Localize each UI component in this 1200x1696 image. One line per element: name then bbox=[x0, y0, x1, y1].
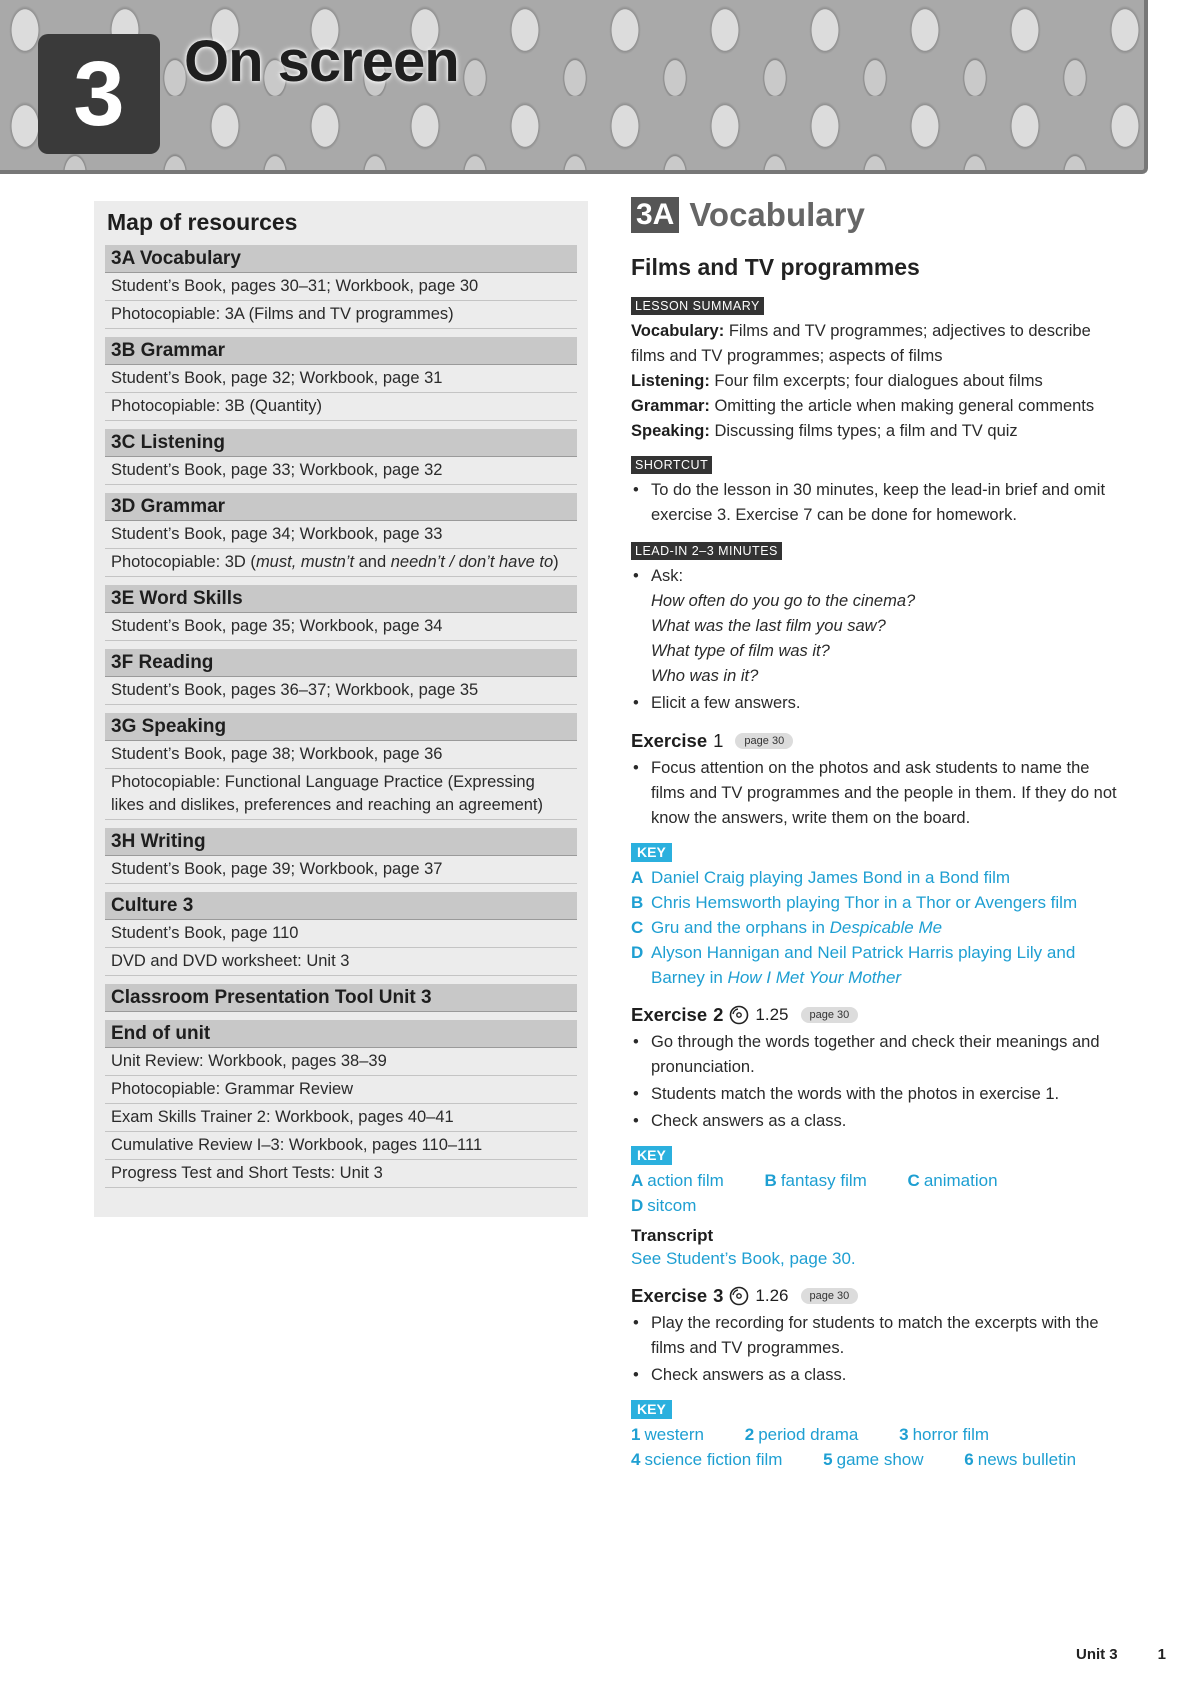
map-row: Student’s Book, page 34; Workbook, page 33 bbox=[105, 521, 577, 549]
leadin-question: How often do you go to the cinema? bbox=[651, 592, 916, 610]
exercise-1-heading bbox=[631, 730, 1127, 752]
row-text: Photocopiable: 3D ( bbox=[111, 553, 256, 571]
map-row: Student’s Book, page 39; Workbook, page 37 bbox=[105, 856, 577, 884]
map-section bbox=[105, 493, 577, 577]
key-item bbox=[908, 1171, 1016, 1190]
map-row: Photocopiable: Functional Language Practice (Expressing likes and dislikes, preferences and reaching an agreement) bbox=[105, 769, 577, 820]
leadin-question: Who was in it? bbox=[651, 667, 759, 685]
key-text: sitcom bbox=[647, 1196, 697, 1215]
leadin-ask-item bbox=[631, 564, 1127, 689]
leadin-list bbox=[631, 564, 1127, 716]
step-item: • Check answers as a class. bbox=[631, 1109, 1127, 1134]
key-letter: B bbox=[764, 1171, 777, 1190]
exercise-2-key bbox=[631, 1168, 1127, 1218]
leadin-question: What was the last film you saw? bbox=[651, 617, 886, 635]
key-text: animation bbox=[923, 1171, 998, 1190]
unit-banner bbox=[0, 0, 1148, 174]
key-item bbox=[765, 1171, 885, 1190]
audio-track: 1.26 bbox=[755, 1286, 789, 1305]
key-text: news bulletin bbox=[977, 1450, 1077, 1469]
map-section bbox=[105, 892, 577, 976]
exercise-label: Exercise bbox=[631, 730, 708, 751]
step-item: • Go through the words together and check their meanings and pronunciation. bbox=[631, 1030, 1127, 1080]
transcript-text: See Student’s Book, page 30. bbox=[631, 1249, 856, 1268]
key-tag: KEY bbox=[631, 843, 672, 862]
lesson-column bbox=[631, 196, 1127, 1472]
key-letter: C bbox=[631, 918, 644, 937]
leadin-question: What type of film was it? bbox=[651, 642, 830, 660]
exercise-number: 1 bbox=[713, 730, 724, 751]
summary-text: Films and TV programmes; adjectives to describe films and TV programmes; aspects of films bbox=[631, 322, 1091, 365]
exercise-label: Exercise bbox=[631, 1004, 708, 1025]
key-item bbox=[631, 940, 1127, 990]
key-item bbox=[631, 1171, 742, 1190]
lesson-summary-tag: LESSON SUMMARY bbox=[631, 297, 764, 315]
exercise-2-steps bbox=[631, 1030, 1127, 1134]
key-italic-title: Despicable Me bbox=[829, 918, 943, 937]
page-footer bbox=[1036, 1646, 1166, 1663]
map-section-heading: 3H Writing bbox=[105, 828, 577, 856]
key-tag: KEY bbox=[631, 1400, 672, 1419]
key-text: Gru and the orphans in bbox=[651, 918, 830, 937]
key-number: 1 bbox=[631, 1425, 641, 1444]
key-text: Chris Hemsworth playing Thor in a Thor or Avengers film bbox=[651, 893, 1078, 912]
map-row: Student’s Book, page 32; Workbook, page 31 bbox=[105, 365, 577, 393]
summary-text: Four film excerpts; four dialogues about films bbox=[709, 372, 1043, 390]
page-reference-pill: page 30 bbox=[801, 1007, 859, 1023]
map-section-heading: Classroom Presentation Tool Unit 3 bbox=[105, 984, 577, 1012]
exercise-number: 3 bbox=[713, 1285, 724, 1306]
step-item: • Check answers as a class. bbox=[631, 1363, 1127, 1388]
map-row: Cumulative Review I–3: Workbook, pages 110–111 bbox=[105, 1132, 577, 1160]
map-row: Student’s Book, pages 30–31; Workbook, page 30 bbox=[105, 273, 577, 301]
map-section bbox=[105, 984, 577, 1012]
exercise-3-heading bbox=[631, 1285, 1127, 1307]
map-section-heading: 3A Vocabulary bbox=[105, 245, 577, 273]
map-section bbox=[105, 713, 577, 820]
summary-line bbox=[631, 369, 1127, 394]
step-item: • Play the recording for students to match the excerpts with the films and TV programmes. bbox=[631, 1311, 1127, 1361]
key-number: 4 bbox=[631, 1450, 641, 1469]
key-text: fantasy film bbox=[780, 1171, 867, 1190]
summary-label: Vocabulary: bbox=[631, 322, 725, 340]
key-item bbox=[631, 865, 1127, 890]
map-row: Progress Test and Short Tests: Unit 3 bbox=[105, 1160, 577, 1188]
audio-cd-icon bbox=[729, 1286, 749, 1306]
summary-label: Speaking: bbox=[631, 422, 710, 440]
key-number: 6 bbox=[964, 1450, 974, 1469]
key-letter: B bbox=[631, 893, 644, 912]
key-item bbox=[631, 915, 1127, 940]
leadin-elicit-item: • Elicit a few answers. bbox=[631, 691, 1127, 716]
map-section-heading: End of unit bbox=[105, 1020, 577, 1048]
key-item bbox=[631, 890, 1127, 915]
key-item bbox=[631, 1425, 722, 1444]
lesson-name: Vocabulary bbox=[689, 196, 865, 233]
key-italic-title: How I Met Your Mother bbox=[727, 968, 902, 987]
key-text: western bbox=[644, 1425, 704, 1444]
map-section bbox=[105, 429, 577, 485]
page-reference-pill: page 30 bbox=[735, 733, 793, 749]
key-letter: D bbox=[631, 1196, 644, 1215]
exercise-1-key bbox=[631, 865, 1127, 990]
lesson-code-badge: 3A bbox=[631, 197, 679, 233]
key-text: Daniel Craig playing James Bond in a Bond film bbox=[651, 868, 1011, 887]
key-letter: D bbox=[631, 943, 644, 962]
key-text: period drama bbox=[758, 1425, 859, 1444]
exercise-number: 2 bbox=[713, 1004, 724, 1025]
exercise-2-heading bbox=[631, 1004, 1127, 1026]
step-item: • Focus attention on the photos and ask students to name the films and TV programmes and the people in them. If they do not know the answers, write them on the board. bbox=[631, 756, 1127, 831]
exercise-3-key-row bbox=[631, 1447, 1127, 1472]
map-section bbox=[105, 1020, 577, 1188]
key-letter: A bbox=[631, 1171, 644, 1190]
key-item bbox=[964, 1450, 1094, 1469]
exercise-3-steps bbox=[631, 1311, 1127, 1388]
key-text: horror film bbox=[912, 1425, 990, 1444]
map-section-heading: 3F Reading bbox=[105, 649, 577, 677]
key-text: game show bbox=[836, 1450, 924, 1469]
key-letter: C bbox=[907, 1171, 920, 1190]
key-item bbox=[631, 1196, 714, 1215]
exercise-3-key-row bbox=[631, 1422, 1127, 1447]
map-row: Student’s Book, pages 36–37; Workbook, page 35 bbox=[105, 677, 577, 705]
key-number: 3 bbox=[899, 1425, 909, 1444]
page-reference-pill: page 30 bbox=[801, 1288, 859, 1304]
key-item bbox=[745, 1425, 877, 1444]
key-text: science fiction film bbox=[644, 1450, 783, 1469]
key-number: 2 bbox=[744, 1425, 755, 1444]
page-number: 1 bbox=[1157, 1646, 1166, 1663]
key-text: Alyson Hannigan and Neil Patrick Harris playing Lily and Barney in bbox=[651, 943, 1076, 987]
map-section bbox=[105, 649, 577, 705]
map-row: Student’s Book, page 35; Workbook, page 34 bbox=[105, 613, 577, 641]
map-section-heading: 3D Grammar bbox=[105, 493, 577, 521]
row-italic-text: must, mustn’t bbox=[255, 553, 355, 571]
audio-track: 1.25 bbox=[755, 1005, 789, 1024]
audio-cd-icon bbox=[729, 1005, 749, 1025]
row-text: and bbox=[354, 553, 391, 571]
map-row: Unit Review: Workbook, pages 38–39 bbox=[105, 1048, 577, 1076]
footer-unit: Unit 3 bbox=[1075, 1646, 1118, 1663]
map-row: Student’s Book, page 38; Workbook, page 36 bbox=[105, 741, 577, 769]
lesson-subtitle: Films and TV programmes bbox=[631, 254, 920, 280]
summary-line bbox=[631, 419, 1127, 444]
exercise-label: Exercise bbox=[631, 1285, 708, 1306]
map-title: Map of resources bbox=[107, 209, 298, 235]
map-row: Exam Skills Trainer 2: Workbook, pages 40–41 bbox=[105, 1104, 577, 1132]
map-row: Photocopiable: Grammar Review bbox=[105, 1076, 577, 1104]
unit-number-badge: 3 bbox=[38, 34, 160, 154]
map-section-heading: 3C Listening bbox=[105, 429, 577, 457]
transcript-heading: Transcript bbox=[631, 1226, 714, 1245]
step-item: • Students match the words with the photos in exercise 1. bbox=[631, 1082, 1127, 1107]
summary-label: Grammar: bbox=[631, 397, 710, 415]
map-of-resources bbox=[94, 201, 588, 1217]
leadin-ask: Ask: bbox=[651, 567, 684, 585]
shortcut-item: • To do the lesson in 30 minutes, keep the lead-in brief and omit exercise 3. Exercise 7 can be done for homework. bbox=[631, 478, 1127, 528]
map-row-photocopiable-3d bbox=[105, 549, 577, 577]
map-section-heading: Culture 3 bbox=[105, 892, 577, 920]
key-item bbox=[899, 1425, 1007, 1444]
key-text: action film bbox=[647, 1171, 724, 1190]
map-row: DVD and DVD worksheet: Unit 3 bbox=[105, 948, 577, 976]
map-row: Student’s Book, page 33; Workbook, page 32 bbox=[105, 457, 577, 485]
map-section bbox=[105, 828, 577, 884]
key-item bbox=[823, 1450, 941, 1469]
shortcut-tag: SHORTCUT bbox=[631, 456, 712, 474]
shortcut-list bbox=[631, 478, 1127, 528]
key-letter: A bbox=[631, 868, 644, 887]
exercise-1-steps bbox=[631, 756, 1127, 831]
summary-line bbox=[631, 394, 1127, 419]
key-tag: KEY bbox=[631, 1146, 672, 1165]
map-section bbox=[105, 585, 577, 641]
summary-line bbox=[631, 319, 1127, 369]
map-section-heading: 3B Grammar bbox=[105, 337, 577, 365]
map-section-heading: 3G Speaking bbox=[105, 713, 577, 741]
lesson-title bbox=[631, 196, 1127, 234]
map-section bbox=[105, 337, 577, 421]
map-row: Photocopiable: 3B (Quantity) bbox=[105, 393, 577, 421]
row-text: ) bbox=[553, 553, 559, 571]
summary-text: Discussing films types; a film and TV quiz bbox=[709, 422, 1018, 440]
map-section-heading: 3E Word Skills bbox=[105, 585, 577, 613]
key-number: 5 bbox=[823, 1450, 833, 1469]
summary-text: Omitting the article when making general comments bbox=[709, 397, 1095, 415]
map-row: Photocopiable: 3A (Films and TV programmes) bbox=[105, 301, 577, 329]
summary-label: Listening: bbox=[631, 372, 710, 390]
map-row: Student’s Book, page 110 bbox=[105, 920, 577, 948]
unit-title: On screen bbox=[184, 29, 459, 94]
map-section bbox=[105, 245, 577, 329]
key-item bbox=[631, 1450, 800, 1469]
leadin-tag: LEAD-IN 2–3 MINUTES bbox=[631, 542, 782, 560]
row-italic-text: needn’t / don’t have to bbox=[390, 553, 554, 571]
